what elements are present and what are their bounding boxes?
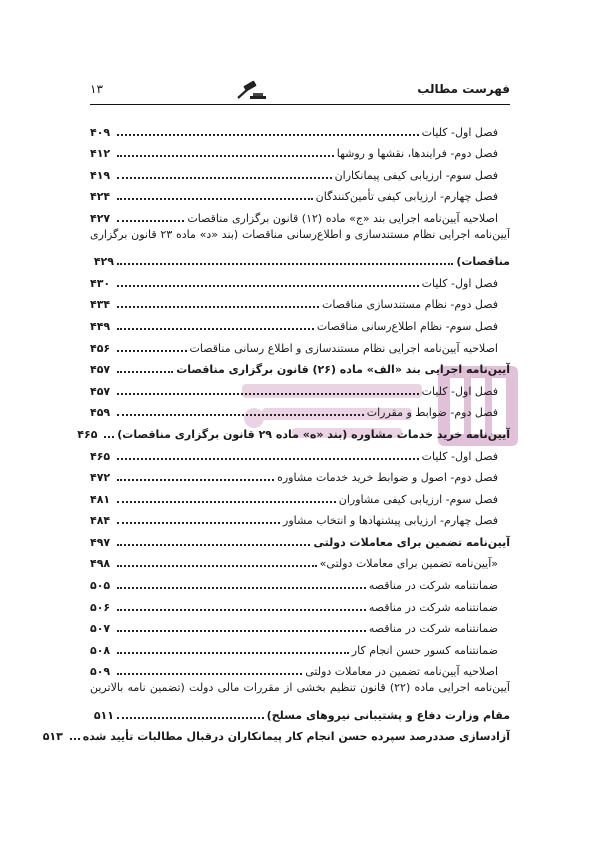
toc-entry[interactable] bbox=[77, 418, 510, 441]
toc-entry-page: ۴۲۴ bbox=[90, 190, 111, 204]
toc-entry-title: فصل سوم- ارزیابی کیفی پیمانکاران bbox=[334, 168, 498, 182]
header-title: فهرست مطالب bbox=[417, 82, 510, 96]
toc-entry-title: فصل سوم- ارزیابی کیفی مشاوران bbox=[338, 492, 498, 506]
toc-entry-page: ۵۰۵ bbox=[90, 579, 111, 593]
toc-entry-page: ۴۳۰ bbox=[90, 276, 111, 290]
toc-entry-page: ۴۸۱ bbox=[90, 492, 111, 506]
toc-entry-page: ۴۵۶ bbox=[90, 341, 111, 355]
toc-entry-title: فصل سوم- نظام اطلاع‌رسانی مناقصات bbox=[316, 319, 498, 333]
dot-leader bbox=[117, 328, 314, 330]
toc-entry-page: ۴۵۷ bbox=[90, 384, 111, 398]
toc-entry-title: آیین‌نامه اجرایی بند «الف» ماده (۲۶) قانون برگزاری مناقصات bbox=[176, 363, 510, 377]
toc-entry-page: ۴۱۹ bbox=[90, 168, 111, 182]
toc-entry[interactable] bbox=[90, 591, 510, 613]
dot-leader bbox=[117, 414, 364, 416]
toc-entry-title: فصل دوم- ضوابط و مقررات bbox=[366, 406, 498, 420]
toc-entry[interactable] bbox=[90, 505, 510, 527]
toc-entry-title: فصل چهارم- ارزیابی پیشنهادها و انتخاب مشاور bbox=[283, 514, 498, 528]
toc-entry-page: ۴۶۵ bbox=[77, 427, 98, 441]
toc-entry-page: ۵۰۹ bbox=[90, 665, 111, 679]
toc-entry-title: فصل دوم- نظام مستندسازی مناقصات bbox=[321, 298, 498, 312]
toc-entry[interactable] bbox=[90, 310, 510, 332]
toc-entry-title: ضمانتنامه شرکت در مناقصه bbox=[368, 579, 498, 593]
toc-entry-page: ۴۹۸ bbox=[90, 557, 111, 571]
toc-entry-title: ضمانتنامه شرکت در مناقصه bbox=[368, 600, 498, 614]
toc-entry[interactable] bbox=[90, 375, 510, 397]
dot-leader bbox=[117, 522, 280, 524]
toc-entry-page: ۴۰۹ bbox=[90, 125, 111, 139]
toc-entry-title: فصل دوم- اصول و ضوابط خرید خدمات مشاوره bbox=[277, 471, 498, 485]
dot-leader bbox=[117, 609, 366, 611]
toc-entry[interactable] bbox=[90, 332, 510, 354]
toc-entry-title: فصل اول- کلیات bbox=[421, 276, 498, 290]
toc-entry-page: ۴۲۹ bbox=[93, 255, 114, 269]
toc-entry-title-line: مقام وزارت دفاع و پشتیبانی نیروهای مسلح) bbox=[266, 708, 510, 722]
toc-entry-title: اصلاحیه آیین‌نامه تضمین در معاملات دولتی bbox=[305, 665, 498, 679]
toc-entry[interactable] bbox=[90, 354, 510, 376]
toc-entry-title-line: آیین‌نامه اجرایی ماده (۲۲) قانون تنظیم بخشی از مقررات مالی دولت (تضمین نامه بالاترین bbox=[90, 681, 510, 695]
toc-entry[interactable] bbox=[90, 138, 510, 160]
toc-entry[interactable] bbox=[90, 181, 510, 203]
toc-entry-title: آزادسازی صددرصد سپرده حسن انجام کار پیمانکاران درقبال مطالبات تأیید شده bbox=[82, 730, 510, 744]
toc-entry-page: ۵۰۷ bbox=[90, 622, 111, 636]
toc-entry-title: ضمانتنامه شرکت در مناقصه bbox=[368, 622, 498, 636]
toc-entry[interactable] bbox=[90, 483, 510, 505]
toc-entry-page: ۵۰۶ bbox=[90, 600, 111, 614]
toc-entry-page: ۵۱۳ bbox=[42, 730, 63, 744]
toc-entry-page: ۴۳۴ bbox=[90, 298, 111, 312]
dot-leader bbox=[104, 436, 114, 438]
toc-entry-multiline[interactable] bbox=[90, 677, 510, 720]
toc-entry[interactable] bbox=[90, 656, 510, 678]
toc-entry-page: ۴۶۵ bbox=[90, 449, 111, 463]
toc-entry[interactable] bbox=[90, 613, 510, 635]
dot-leader bbox=[117, 652, 349, 654]
toc-entry[interactable] bbox=[90, 526, 510, 548]
dot-leader bbox=[117, 587, 366, 589]
toc-entry-page: ۴۲۷ bbox=[90, 211, 111, 225]
dot-leader bbox=[117, 177, 332, 179]
toc-entry-title-line: آیین‌نامه اجرایی نظام مستندسازی و اطلاع‌رسانی مناقصات (بند «د» ماده ۲۳ قانون برگزاری bbox=[90, 227, 510, 241]
toc-entry-title: فصل اول- کلیات bbox=[421, 449, 498, 463]
toc-entry[interactable] bbox=[90, 202, 510, 224]
toc-entry[interactable] bbox=[90, 634, 510, 656]
toc-entry[interactable] bbox=[90, 267, 510, 289]
dot-leader bbox=[117, 155, 334, 157]
toc-entry[interactable] bbox=[90, 289, 510, 311]
dot-leader bbox=[117, 263, 453, 265]
table-of-contents bbox=[42, 116, 510, 744]
toc-entry-title: فصل اول- کلیات bbox=[421, 125, 498, 139]
toc-entry-page: ۵۰۸ bbox=[90, 643, 111, 657]
dot-leader bbox=[117, 630, 366, 632]
dot-leader bbox=[117, 393, 419, 395]
toc-entry-title: فصل دوم- فرایندها، نقشها و روشها bbox=[336, 147, 498, 161]
toc-entry-title: ضمانتنامه کسور حسن انجام کار bbox=[351, 643, 498, 657]
dot-leader bbox=[117, 371, 173, 373]
dot-leader bbox=[117, 220, 184, 222]
toc-entry-title: فصل اول- کلیات bbox=[421, 384, 498, 398]
dot-leader bbox=[117, 544, 310, 546]
toc-entry-page: ۴۹۷ bbox=[90, 535, 111, 549]
toc-entry[interactable] bbox=[90, 462, 510, 484]
toc-entry-title: اصلاحیه آیین‌نامه اجرایی بند «ج» ماده (۱۲) قانون برگزاری مناقصات bbox=[187, 211, 498, 225]
toc-entry-title: اصلاحیه آیین‌نامه اجرایی نظام مستندسازی و اطلاع رسانی مناقصات bbox=[189, 341, 498, 355]
dot-leader bbox=[117, 285, 419, 287]
toc-entry[interactable] bbox=[90, 440, 510, 462]
gavel-icon bbox=[230, 80, 270, 102]
toc-entry-page: ۴۱۲ bbox=[90, 147, 111, 161]
dot-leader bbox=[117, 350, 187, 352]
toc-entry-page: ۵۱۱ bbox=[93, 708, 114, 722]
toc-entry-page: ۴۷۲ bbox=[90, 471, 111, 485]
toc-entry[interactable] bbox=[42, 721, 510, 744]
toc-entry[interactable] bbox=[90, 397, 510, 419]
dot-leader bbox=[117, 458, 419, 460]
toc-entry-title: آیین‌نامه خرید خدمات مشاوره (بند «ه» ماده ۲۹ قانون برگزاری مناقصات) bbox=[117, 427, 510, 441]
dot-leader bbox=[70, 738, 80, 740]
dot-leader bbox=[117, 198, 313, 200]
toc-entry-page: ۴۵۷ bbox=[90, 363, 111, 377]
toc-entry[interactable] bbox=[90, 159, 510, 181]
toc-entry-multiline[interactable] bbox=[90, 224, 510, 267]
dot-leader bbox=[117, 673, 302, 675]
dot-leader bbox=[117, 501, 336, 503]
toc-entry[interactable] bbox=[90, 116, 510, 138]
dot-leader bbox=[117, 306, 319, 308]
toc-entry-page: ۴۵۹ bbox=[90, 406, 111, 420]
dot-leader bbox=[117, 717, 264, 719]
dot-leader bbox=[117, 565, 317, 567]
header-divider bbox=[90, 104, 510, 105]
page-number: ۱۳ bbox=[90, 82, 103, 96]
toc-entry-page: ۴۸۴ bbox=[90, 514, 111, 528]
toc-entry-title-line: مناقصات) bbox=[456, 255, 510, 269]
dot-leader bbox=[117, 134, 419, 136]
toc-entry-page: ۴۴۹ bbox=[90, 319, 111, 333]
toc-entry-title: «آیین‌نامه تضمین برای معاملات دولتی» bbox=[319, 557, 498, 571]
page-header bbox=[90, 80, 510, 102]
toc-entry[interactable] bbox=[90, 548, 510, 570]
toc-entry-title: فصل چهارم- ارزیابی کیفی تأمین‌کنندگان bbox=[315, 190, 498, 204]
dot-leader bbox=[117, 479, 274, 481]
toc-entry-title: آیین‌نامه تضمین برای معاملات دولتی bbox=[313, 535, 510, 549]
toc-entry[interactable] bbox=[90, 569, 510, 591]
